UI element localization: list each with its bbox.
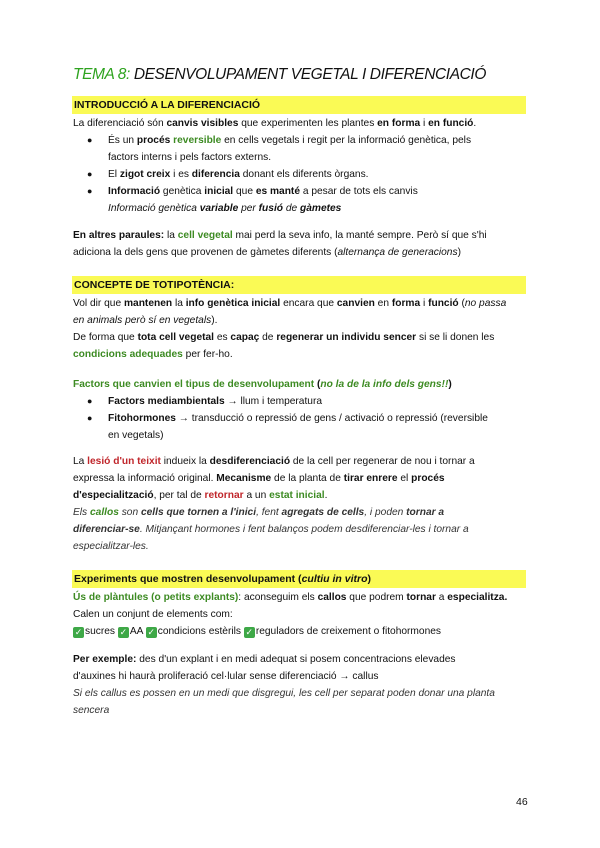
paragraph-line: condicions adequades per fer-ho.	[73, 349, 233, 360]
paragraph-line: d'especialització, per tal de retornar a un estat inicial.	[73, 490, 328, 501]
paragraph-line: diferenciar-se. Mitjançant hormones i fent balanços podem desdiferenciar-les i tornar a	[73, 524, 469, 535]
paragraph-line: De forma que tota cell vegetal es capaç de regenerar un individu sencer si se li donen les	[73, 332, 495, 343]
paragraph-line: Calen un conjunt de elements com:	[73, 609, 233, 620]
list-item-continuation: factors interns i pels factors externs.	[108, 152, 272, 163]
paragraph-line: expressa la informació original. Mecanisme de la planta de tirar enrere el procés	[73, 473, 445, 484]
document-page: TEMA 8: DESENVOLUPAMENT VEGETAL I DIFERENCIACIÓ INTRODUCCIÓ A LA DIFERENCIACIÓ La diferenciació són canvis visibles que experimenten les plantes en forma i en funció. ● És un procés reversible en cells vegetals i regit per la informació genètica, pels factors interns i pels factors externs. ● El zigot creix i es diferencia donant els diferents òrgans. ● Informació genètica inicial que es manté a pesar de tots els canvis Informació genètica variable per fusió de gàmetes En altres paraules: la cell vegetal mai perd la seva info, la manté sempre. Però sí que s'hi adiciona la dels gens que provenen de gàmetes diferents (alternança de generacions) CONCEPTE DE TOTIPOTÈNCIA: Vol dir que mantenen la info genètica inicial encara que canvien en forma i funció (no passa en animals però sí en vegetals). De forma que tota cell vegetal es capaç de regenerar un individu sencer si se li donen les condicions adequades per fer-ho. Factors que canvien el tipus de desenvolupament (no la de la info dels gens!!) ● Factors mediambientals → llum i temperatura ● Fitohormones → transducció o repressió de gens / activació o repressió (reversible en vegetals) La lesió d'un teixit indueix la desdiferenciació de la cell per regenerar de nou i tornar a expressa la informació original. Mecanisme de la planta de tirar enrere el procés d'especialització, per tal de retornar a un estat inicial. Els callos son cells que tornen a l'inici, fent agregats de cells, i poden tornar a diferenciar-se. Mitjançant hormones i fent balanços podem desdiferenciar-les i tornar a especialitzar-les. Experiments que mostren desenvolupament (cultiu in vitro) Ús de plàntules (o petits explants): aconseguim els callos que podrem tornar a especialitza. Calen un conjunt de elements com: ✓ sucres ✓ AA ✓ condicions estèrils ✓ reguladors de creixement o fitohormones Per exemple: des d'un explant i en medi adequat si posem concentracions elevades d'auxines hi haurà proliferació cel·lular sense diferenciació → callus Si els callus es possen en un medi que disgregui, les cell per separat poden donar una planta sencera 46	[0, 0, 600, 848]
paragraph: Vol dir que mantenen la info genètica inicial encara que canvien en forma i funció (no passa	[73, 298, 507, 309]
paragraph-line: especialitzar-les.	[73, 541, 149, 552]
section-heading-totipotencia: CONCEPTE DE TOTIPOTÈNCIA:	[72, 276, 526, 294]
paragraph-line: adiciona la dels gens que provenen de gàmetes diferents (alternança de generacions)	[73, 247, 461, 258]
list-item-continuation: Informació genètica variable per fusió de gàmetes	[108, 203, 342, 214]
paragraph-line: Si els callus es possen en un medi que disgregui, les cell per separat poden donar una planta	[73, 688, 495, 699]
paragraph: Ús de plàntules (o petits explants): aconseguim els callos que podrem tornar a especialitza.	[73, 592, 508, 603]
section-heading-experiments: Experiments que mostren desenvolupament (cultiu in vitro)	[72, 570, 526, 588]
elements-list: ✓ sucres ✓ AA ✓ condicions estèrils ✓ reguladors de creixement o fitohormones	[74, 626, 441, 637]
checkmark-icon: ✓	[147, 627, 155, 637]
page-title: TEMA 8: DESENVOLUPAMENT VEGETAL I DIFERENCIACIÓ	[73, 66, 486, 83]
checkmark-icon: ✓	[74, 627, 83, 637]
paragraph: En altres paraules: la cell vegetal mai perd la seva info, la manté sempre. Però sí que s'hi	[73, 230, 487, 241]
checkmark-icon: ✓	[119, 627, 128, 637]
intro-paragraph: La diferenciació són canvis visibles que experimenten les plantes en forma i en funció.	[73, 118, 477, 129]
page-number: 46	[516, 796, 528, 808]
paragraph: La lesió d'un teixit indueix la desdiferenciació de la cell per regenerar de nou i tornar a	[73, 456, 475, 467]
paragraph: Per exemple: des d'un explant i en medi adequat si posem concentracions elevades	[73, 654, 456, 665]
paragraph-line: d'auxines hi haurà proliferació cel·lular sense diferenciació → callus	[73, 671, 379, 682]
section-heading-introduccio: INTRODUCCIÓ A LA DIFERENCIACIÓ	[72, 96, 526, 114]
list-item-continuation: en vegetals)	[108, 430, 164, 441]
paragraph-line: Els callos son cells que tornen a l'inici, fent agregats de cells, i poden tornar a	[73, 507, 445, 518]
paragraph-line: sencera	[73, 705, 110, 716]
factors-heading: Factors que canvien el tipus de desenvolupament (no la de la info dels gens!!)	[73, 379, 452, 390]
paragraph-line: en animals però sí en vegetals).	[73, 315, 218, 326]
checkmark-icon: ✓	[245, 627, 254, 637]
